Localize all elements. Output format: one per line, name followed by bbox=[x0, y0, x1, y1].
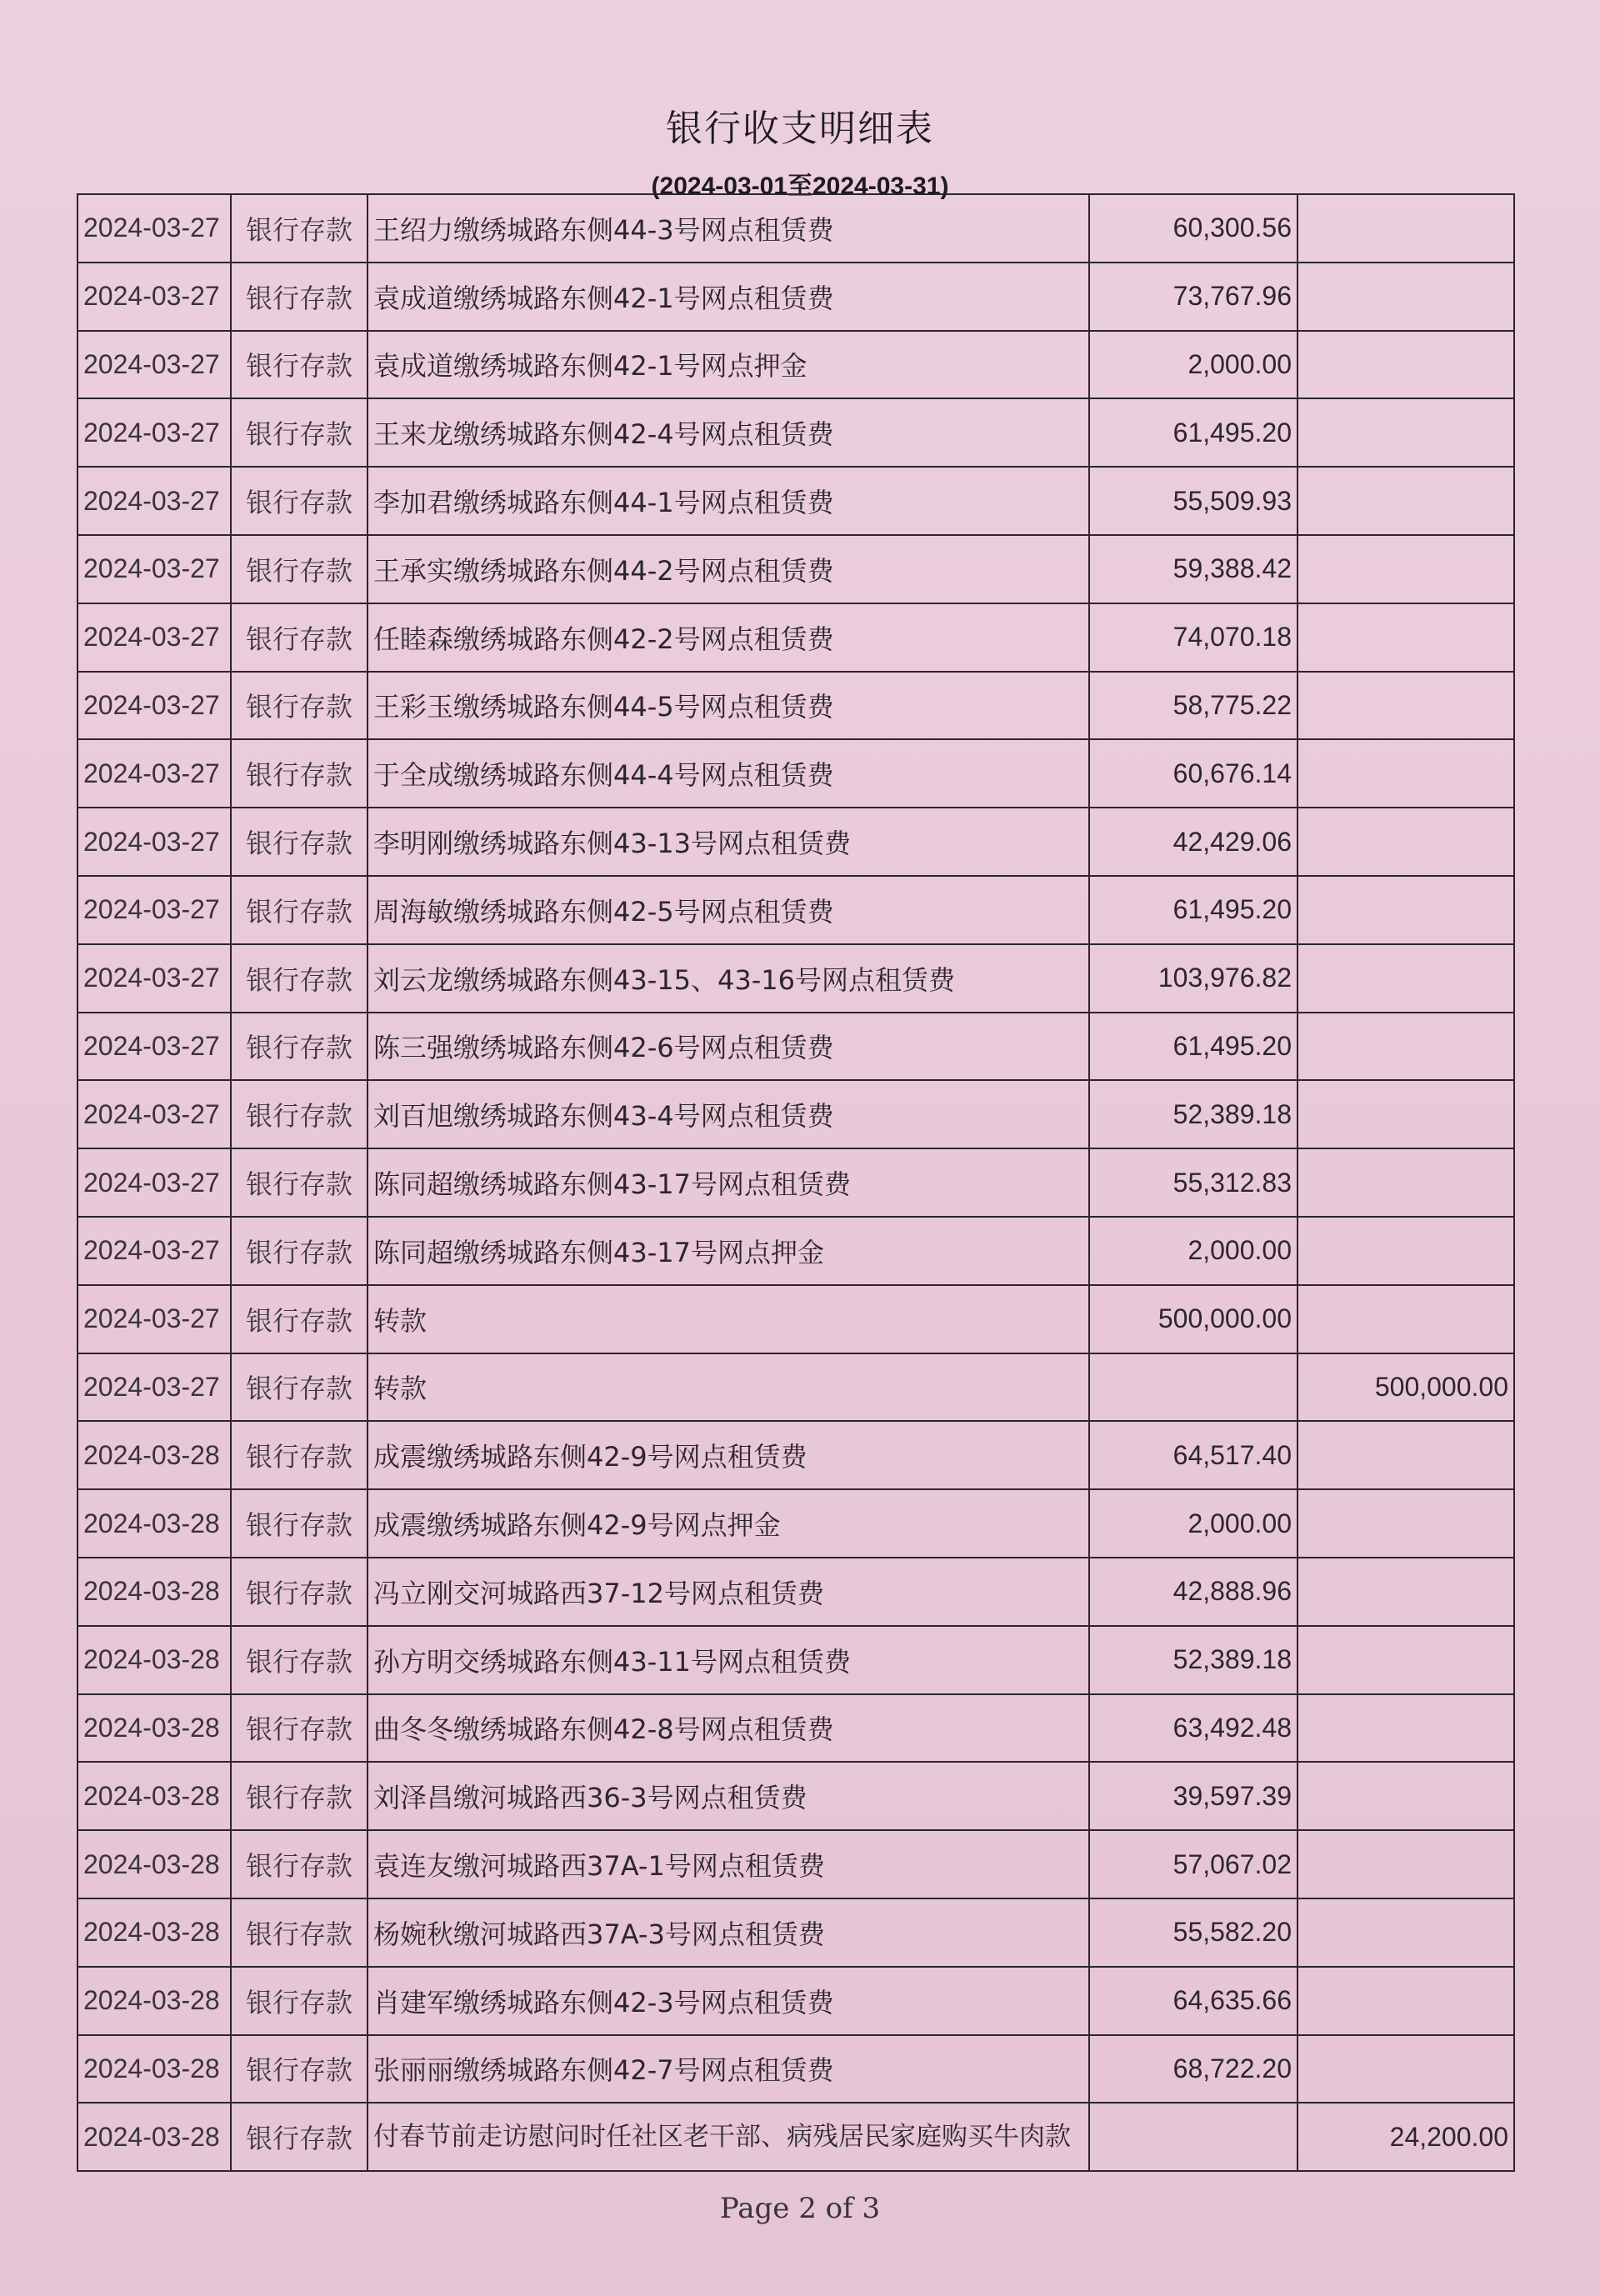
expense-cell bbox=[1298, 1080, 1514, 1148]
expense-cell bbox=[1298, 944, 1514, 1013]
account-cell: 银行存款 bbox=[231, 1285, 368, 1353]
account-cell: 银行存款 bbox=[231, 1830, 368, 1898]
table-row bbox=[78, 1762, 1514, 1830]
account-cell: 银行存款 bbox=[231, 1217, 368, 1285]
description-cell: 付春节前走访慰问时任社区老干部、病残居民家庭购买牛肉款 bbox=[368, 2103, 1089, 2171]
date-cell: 2024-03-28 bbox=[78, 1626, 231, 1694]
table-row bbox=[78, 1080, 1514, 1148]
table-row bbox=[78, 944, 1514, 1013]
expense-cell bbox=[1298, 1694, 1514, 1763]
description-cell: 袁成道缴绣城路东侧42-1号网点押金 bbox=[368, 331, 1089, 399]
date-cell: 2024-03-27 bbox=[78, 398, 231, 467]
account-cell: 银行存款 bbox=[231, 467, 368, 535]
date-cell: 2024-03-27 bbox=[78, 1080, 231, 1148]
table-row bbox=[78, 2035, 1514, 2103]
table-row bbox=[78, 808, 1514, 876]
expense-cell: 500,000.00 bbox=[1298, 1353, 1514, 1422]
income-cell: 42,429.06 bbox=[1089, 808, 1298, 876]
table-row bbox=[78, 467, 1514, 535]
account-cell: 银行存款 bbox=[231, 194, 368, 263]
income-cell: 61,495.20 bbox=[1089, 876, 1298, 944]
description-cell: 转款 bbox=[368, 1285, 1089, 1353]
date-cell: 2024-03-27 bbox=[78, 944, 231, 1013]
description-cell: 李明刚缴绣城路东侧43-13号网点租赁费 bbox=[368, 808, 1089, 876]
expense-cell bbox=[1298, 194, 1514, 263]
income-cell: 103,976.82 bbox=[1089, 944, 1298, 1013]
income-cell: 55,582.20 bbox=[1089, 1898, 1298, 1967]
account-cell: 银行存款 bbox=[231, 1148, 368, 1217]
income-cell: 52,389.18 bbox=[1089, 1080, 1298, 1148]
table-row bbox=[78, 603, 1514, 672]
expense-cell bbox=[1298, 263, 1514, 331]
account-cell: 银行存款 bbox=[231, 398, 368, 467]
account-cell: 银行存款 bbox=[231, 603, 368, 672]
date-cell: 2024-03-28 bbox=[78, 1489, 231, 1558]
description-cell: 转款 bbox=[368, 1353, 1089, 1422]
date-cell: 2024-03-27 bbox=[78, 263, 231, 331]
income-cell: 60,300.56 bbox=[1089, 194, 1298, 263]
description-cell: 陈三强缴绣城路东侧42-6号网点租赁费 bbox=[368, 1013, 1089, 1081]
date-cell: 2024-03-27 bbox=[78, 1285, 231, 1353]
income-cell: 55,312.83 bbox=[1089, 1148, 1298, 1217]
expense-cell bbox=[1298, 535, 1514, 603]
expense-cell bbox=[1298, 603, 1514, 672]
expense-cell bbox=[1298, 1762, 1514, 1830]
income-cell: 2,000.00 bbox=[1089, 1217, 1298, 1285]
description-cell: 袁连友缴河城路西37A-1号网点租赁费 bbox=[368, 1830, 1089, 1898]
income-cell: 61,495.20 bbox=[1089, 1013, 1298, 1081]
expense-cell bbox=[1298, 1898, 1514, 1967]
expense-cell bbox=[1298, 1285, 1514, 1353]
account-cell: 银行存款 bbox=[231, 263, 368, 331]
expense-cell bbox=[1298, 398, 1514, 467]
table-row bbox=[78, 2103, 1514, 2171]
description-cell: 陈同超缴绣城路东侧43-17号网点押金 bbox=[368, 1217, 1089, 1285]
income-cell: 59,388.42 bbox=[1089, 535, 1298, 603]
expense-cell bbox=[1298, 1626, 1514, 1694]
income-cell: 63,492.48 bbox=[1089, 1694, 1298, 1763]
income-cell: 52,389.18 bbox=[1089, 1626, 1298, 1694]
date-cell: 2024-03-27 bbox=[78, 603, 231, 672]
date-cell: 2024-03-27 bbox=[78, 194, 231, 263]
income-cell: 73,767.96 bbox=[1089, 263, 1298, 331]
description-cell: 张丽丽缴绣城路东侧42-7号网点租赁费 bbox=[368, 2035, 1089, 2103]
description-cell: 冯立刚交河城路西37-12号网点租赁费 bbox=[368, 1558, 1089, 1626]
description-cell: 成震缴绣城路东侧42-9号网点押金 bbox=[368, 1489, 1089, 1558]
date-cell: 2024-03-28 bbox=[78, 1762, 231, 1830]
account-cell: 银行存款 bbox=[231, 944, 368, 1013]
account-cell: 银行存款 bbox=[231, 331, 368, 399]
expense-cell bbox=[1298, 1558, 1514, 1626]
expense-cell bbox=[1298, 876, 1514, 944]
table-row bbox=[78, 1694, 1514, 1763]
table-row bbox=[78, 1353, 1514, 1422]
account-cell: 银行存款 bbox=[231, 739, 368, 808]
date-cell: 2024-03-27 bbox=[78, 1013, 231, 1081]
income-cell bbox=[1089, 2103, 1298, 2171]
table-row bbox=[78, 739, 1514, 808]
income-cell: 55,509.93 bbox=[1089, 467, 1298, 535]
table-row bbox=[78, 1898, 1514, 1967]
date-cell: 2024-03-27 bbox=[78, 535, 231, 603]
account-cell: 银行存款 bbox=[231, 808, 368, 876]
account-cell: 银行存款 bbox=[231, 1762, 368, 1830]
table-row bbox=[78, 194, 1514, 263]
expense-cell bbox=[1298, 1148, 1514, 1217]
description-cell: 成震缴绣城路东侧42-9号网点租赁费 bbox=[368, 1421, 1089, 1489]
date-cell: 2024-03-28 bbox=[78, 1558, 231, 1626]
date-cell: 2024-03-27 bbox=[78, 1217, 231, 1285]
description-cell: 刘百旭缴绣城路东侧43-4号网点租赁费 bbox=[368, 1080, 1089, 1148]
expense-cell bbox=[1298, 808, 1514, 876]
date-cell: 2024-03-28 bbox=[78, 1898, 231, 1967]
account-cell: 银行存款 bbox=[231, 1013, 368, 1081]
description-cell: 王来龙缴绣城路东侧42-4号网点租赁费 bbox=[368, 398, 1089, 467]
account-cell: 银行存款 bbox=[231, 1489, 368, 1558]
income-cell: 61,495.20 bbox=[1089, 398, 1298, 467]
description-cell: 陈同超缴绣城路东侧43-17号网点租赁费 bbox=[368, 1148, 1089, 1217]
table-row bbox=[78, 1558, 1514, 1626]
table-row bbox=[78, 1013, 1514, 1081]
account-cell: 银行存款 bbox=[231, 2035, 368, 2103]
description-cell: 肖建军缴绣城路东侧42-3号网点租赁费 bbox=[368, 1967, 1089, 2035]
income-cell: 39,597.39 bbox=[1089, 1762, 1298, 1830]
date-cell: 2024-03-27 bbox=[78, 808, 231, 876]
expense-cell bbox=[1298, 1489, 1514, 1558]
income-cell: 2,000.00 bbox=[1089, 1489, 1298, 1558]
income-cell: 74,070.18 bbox=[1089, 603, 1298, 672]
date-cell: 2024-03-28 bbox=[78, 1421, 231, 1489]
account-cell: 银行存款 bbox=[231, 1080, 368, 1148]
account-cell: 银行存款 bbox=[231, 1558, 368, 1626]
date-cell: 2024-03-28 bbox=[78, 2103, 231, 2171]
income-cell: 57,067.02 bbox=[1089, 1830, 1298, 1898]
table-row bbox=[78, 398, 1514, 467]
description-cell: 曲冬冬缴绣城路东侧42-8号网点租赁费 bbox=[368, 1694, 1089, 1763]
date-cell: 2024-03-27 bbox=[78, 739, 231, 808]
table-row bbox=[78, 1830, 1514, 1898]
table-row bbox=[78, 1285, 1514, 1353]
page-number: Page 2 of 3 bbox=[719, 2192, 881, 2225]
table-row bbox=[78, 876, 1514, 944]
date-cell: 2024-03-28 bbox=[78, 1830, 231, 1898]
expense-cell bbox=[1298, 672, 1514, 740]
account-cell: 银行存款 bbox=[231, 1353, 368, 1422]
account-cell: 银行存款 bbox=[231, 876, 368, 944]
account-cell: 银行存款 bbox=[231, 1694, 368, 1763]
date-cell: 2024-03-27 bbox=[78, 467, 231, 535]
expense-cell bbox=[1298, 1967, 1514, 2035]
income-cell bbox=[1089, 1353, 1298, 1422]
date-cell: 2024-03-28 bbox=[78, 1694, 231, 1763]
account-cell: 银行存款 bbox=[231, 2103, 368, 2171]
account-cell: 银行存款 bbox=[231, 672, 368, 740]
expense-cell bbox=[1298, 1421, 1514, 1489]
description-cell: 李加君缴绣城路东侧44-1号网点租赁费 bbox=[368, 467, 1089, 535]
table-row bbox=[78, 1217, 1514, 1285]
description-cell: 周海敏缴绣城路东侧42-5号网点租赁费 bbox=[368, 876, 1089, 944]
expense-cell bbox=[1298, 1217, 1514, 1285]
table-row bbox=[78, 1148, 1514, 1217]
table-row bbox=[78, 1421, 1514, 1489]
table-row bbox=[78, 331, 1514, 399]
description-cell: 刘云龙缴绣城路东侧43-15、43-16号网点租赁费 bbox=[368, 944, 1089, 1013]
expense-cell: 24,200.00 bbox=[1298, 2103, 1514, 2171]
ledger-table bbox=[77, 193, 1515, 2172]
income-cell: 64,635.66 bbox=[1089, 1967, 1298, 2035]
description-cell: 杨婉秋缴河城路西37A-3号网点租赁费 bbox=[368, 1898, 1089, 1967]
expense-cell bbox=[1298, 739, 1514, 808]
description-cell: 王绍力缴绣城路东侧44-3号网点租赁费 bbox=[368, 194, 1089, 263]
income-cell: 68,722.20 bbox=[1089, 2035, 1298, 2103]
page-title: 银行收支明细表 bbox=[666, 108, 934, 150]
date-cell: 2024-03-27 bbox=[78, 331, 231, 399]
table-row bbox=[78, 672, 1514, 740]
description-cell: 刘泽昌缴河城路西36-3号网点租赁费 bbox=[368, 1762, 1089, 1830]
ledger-body bbox=[78, 194, 1514, 2171]
description-cell: 任睦森缴绣城路东侧42-2号网点租赁费 bbox=[368, 603, 1089, 672]
date-cell: 2024-03-27 bbox=[78, 1148, 231, 1217]
expense-cell bbox=[1298, 467, 1514, 535]
income-cell: 2,000.00 bbox=[1089, 331, 1298, 399]
date-cell: 2024-03-27 bbox=[78, 1353, 231, 1422]
date-cell: 2024-03-27 bbox=[78, 672, 231, 740]
description-cell: 袁成道缴绣城路东侧42-1号网点租赁费 bbox=[368, 263, 1089, 331]
description-cell: 孙方明交绣城路东侧43-11号网点租赁费 bbox=[368, 1626, 1089, 1694]
date-cell: 2024-03-28 bbox=[78, 2035, 231, 2103]
income-cell: 64,517.40 bbox=[1089, 1421, 1298, 1489]
account-cell: 银行存款 bbox=[231, 535, 368, 603]
table-row bbox=[78, 263, 1514, 331]
expense-cell bbox=[1298, 1013, 1514, 1081]
income-cell: 42,888.96 bbox=[1089, 1558, 1298, 1626]
account-cell: 银行存款 bbox=[231, 1898, 368, 1967]
description-cell: 王承实缴绣城路东侧44-2号网点租赁费 bbox=[368, 535, 1089, 603]
date-cell: 2024-03-27 bbox=[78, 876, 231, 944]
income-cell: 58,775.22 bbox=[1089, 672, 1298, 740]
account-cell: 银行存款 bbox=[231, 1421, 368, 1489]
expense-cell bbox=[1298, 2035, 1514, 2103]
expense-cell bbox=[1298, 1830, 1514, 1898]
table-row bbox=[78, 535, 1514, 603]
date-cell: 2024-03-28 bbox=[78, 1967, 231, 2035]
description-cell: 王彩玉缴绣城路东侧44-5号网点租赁费 bbox=[368, 672, 1089, 740]
table-row bbox=[78, 1967, 1514, 2035]
expense-cell bbox=[1298, 331, 1514, 399]
date-range: (2024-03-01至2024-03-31) bbox=[651, 173, 949, 200]
income-cell: 60,676.14 bbox=[1089, 739, 1298, 808]
description-cell: 于全成缴绣城路东侧44-4号网点租赁费 bbox=[368, 739, 1089, 808]
table-row bbox=[78, 1489, 1514, 1558]
account-cell: 银行存款 bbox=[231, 1967, 368, 2035]
table-row bbox=[78, 1626, 1514, 1694]
account-cell: 银行存款 bbox=[231, 1626, 368, 1694]
income-cell: 500,000.00 bbox=[1089, 1285, 1298, 1353]
